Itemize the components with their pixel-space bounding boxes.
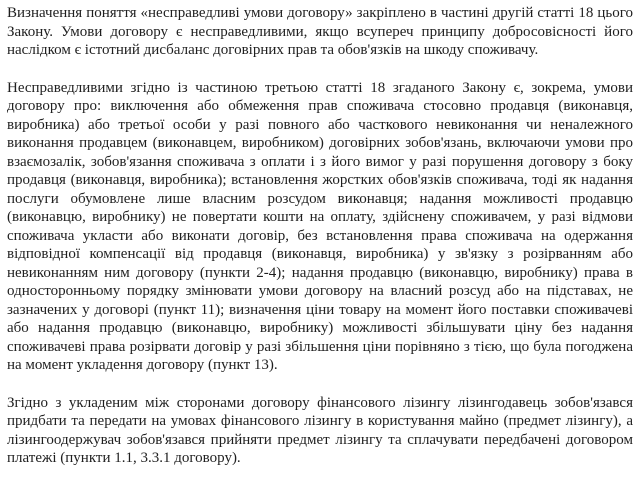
- document-body: [7, 4, 633, 468]
- paragraph-spacer: [7, 60, 633, 79]
- paragraph-definition: Визначення поняття «несправедливі умови договору» закріплено в частині другій статті 18 цього Закону. Умови договору є несправедливими, якщо всупереч принципу добросовісності його наслідком є істотний дисбаланс договірних прав та обов'язків на шкоду споживачу.: [7, 5, 633, 58]
- paragraph-unfair-terms-list: Несправедливими згідно із частиною третьою статті 18 згаданого Закону є, зокрема, умови договору про: виключення або обмеження прав споживача стосовно продавця (виконавця, виробника) або третьої особи у разі повного або часткового невиконання чи неналежного виконання продавцем (виконавцем, виробником) договірних зобов'язань, включаючи умови про взаємозалік, зобов'язання споживача з оплати і з його вимог у разі порушення договору з боку продавця (виконавця, виробника); встановлення жорстких обов'язків споживача, тоді як надання послуги обумовлене лише власним розсудом виконавця; надання можливості продавцю (виконавцю, виробнику) не повертати кошти на оплату, здійснену споживачем, у разі відмови споживача укласти або виконати договір, без встановлення права споживача на одержання відповідної компенсації від продавця (виконавця, виробника) у зв'язку з розірванням або невиконанням ним договору (пункти 2-4); надання продавцю (виконавцю, виробнику) права в односторонньому порядку змінювати умови договору на власний розсуд або на підставах, не зазначених у договорі (пункт 11); визначення ціни товару на момент його поставки споживачеві або надання продавцю (виконавцю, виробнику) можливості збільшувати ціну без надання споживачеві права розірвати договір у разі збільшення ціни порівняно з тією, що була погоджена на момент укладення договору (пункт 13).: [7, 79, 633, 373]
- paragraph-spacer: [7, 375, 633, 394]
- paragraph-leasing-agreement: Згідно з укладеним між сторонами договору фінансового лізингу лізингодавець зобов'язався придбати та передати на умовах фінансового лізингу в користування майно (предмет лізингу), а лізингоодержувач зобов'язався прийняти предмет лізингу та сплачувати передбачені договором платежі (пункти 1.1, 3.3.1 договору).: [7, 394, 633, 466]
